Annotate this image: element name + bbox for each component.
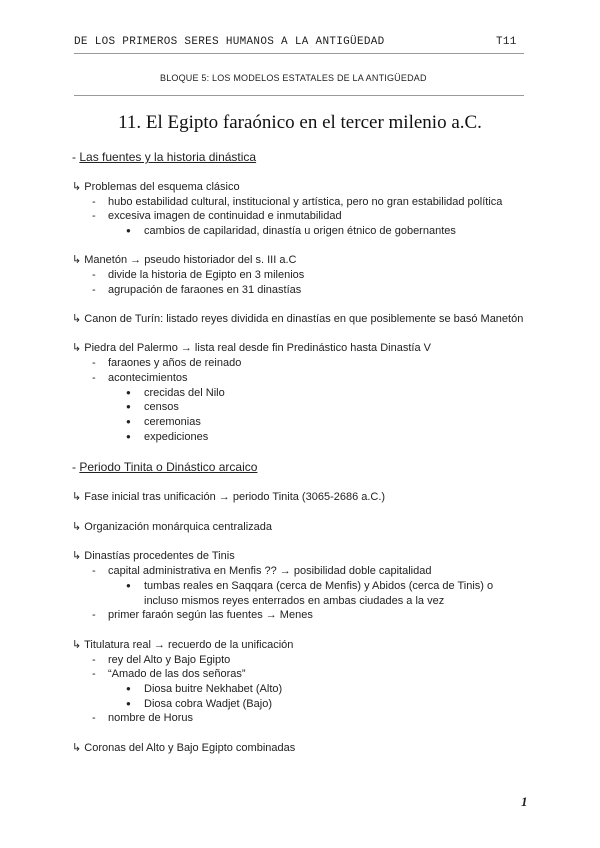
bullet-marker: ● <box>126 432 131 441</box>
section-dash: - <box>72 460 76 474</box>
dash-marker: - <box>92 609 96 621</box>
header-rule-top <box>74 53 524 54</box>
list-item: rey del Alto y Bajo Egipto <box>108 654 231 666</box>
list-item: agrupación de faraones en 31 dinastías <box>108 284 302 296</box>
bullet-marker: ● <box>126 226 131 235</box>
list-item: ↳ Dinastías procedentes de Tinis <box>72 550 235 562</box>
bullet-marker: ● <box>126 402 131 411</box>
list-item: nombre de Horus <box>108 712 193 724</box>
list-item: acontecimientos <box>108 372 188 384</box>
list-item: ↳ Canon de Turín: listado reyes dividida en dinastías en que posiblemente se basó Manetón <box>72 313 524 325</box>
bullet-marker: ● <box>126 699 131 708</box>
header-title: DE LOS PRIMEROS SERES HUMANOS A LA ANTIGÜEDAD <box>74 36 385 48</box>
dash-marker: - <box>92 269 96 281</box>
list-item: ↳ Problemas del esquema clásico <box>72 181 240 193</box>
list-item: ↳ Piedra del Palermo → lista real desde fin Predinástico hasta Dinastía V <box>72 342 431 354</box>
list-item: ↳ Fase inicial tras unificación → periodo Tinita (3065-2686 a.C.) <box>72 491 386 503</box>
section-heading-text: Periodo Tinita o Dinástico arcaico <box>79 460 258 474</box>
block-subtitle: BLOQUE 5: LOS MODELOS ESTATALES DE LA ANTIGÜEDAD <box>160 73 427 83</box>
list-item: primer faraón según las fuentes → Menes <box>108 609 313 621</box>
bullet-marker: ● <box>126 388 131 397</box>
dash-marker: - <box>92 284 96 296</box>
list-item: ↳ Titulatura real → recuerdo de la unificación <box>72 639 294 651</box>
dash-marker: - <box>92 565 96 577</box>
list-item: tumbas reales en Saqqara (cerca de Menfis) y Abidos (cerca de Tinis) o <box>144 580 494 592</box>
list-item: faraones y años de reinado <box>108 357 242 369</box>
page-title: 11. El Egipto faraónico en el tercer milenio a.C. <box>118 112 482 133</box>
list-item: “Amado de las dos señoras” <box>108 668 246 680</box>
list-item: ceremonias <box>144 416 201 428</box>
list-item: ↳ Manetón → pseudo historiador del s. III a.C <box>72 254 297 266</box>
list-item: Diosa cobra Wadjet (Bajo) <box>144 698 272 710</box>
section-heading-tinita <box>72 460 257 475</box>
header-rule-bottom <box>74 95 524 96</box>
bullet-marker: ● <box>126 417 131 426</box>
list-item: ↳ Organización monárquica centralizada <box>72 521 272 533</box>
dash-marker: - <box>92 372 96 384</box>
bullet-marker: ● <box>126 581 131 590</box>
list-item: incluso mismos reyes enterrados en ambas ciudades a la vez <box>144 595 445 607</box>
section-dash: - <box>72 150 76 164</box>
dash-marker: - <box>92 210 96 222</box>
section-heading-text: Las fuentes y la historia dinástica <box>79 150 257 164</box>
header-code: T11 <box>496 36 517 48</box>
list-item: capital administrativa en Menfis ?? → posibilidad doble capitalidad <box>108 565 432 577</box>
list-item: censos <box>144 401 179 413</box>
dash-marker: - <box>92 712 96 724</box>
list-item: hubo estabilidad cultural, institucional y artística, pero no gran estabilidad política <box>108 196 503 208</box>
list-item: excesiva imagen de continuidad e inmutabilidad <box>108 210 342 222</box>
list-item: crecidas del Nilo <box>144 387 225 399</box>
dash-marker: - <box>92 654 96 666</box>
list-item: expediciones <box>144 431 209 443</box>
dash-marker: - <box>92 357 96 369</box>
list-item: Diosa buitre Nekhabet (Alto) <box>144 683 283 695</box>
dash-marker: - <box>92 668 96 680</box>
list-item: divide la historia de Egipto en 3 milenios <box>108 269 305 281</box>
bullet-marker: ● <box>126 684 131 693</box>
list-item: cambios de capilaridad, dinastía u origen étnico de gobernantes <box>144 225 456 237</box>
list-item: ↳ Coronas del Alto y Bajo Egipto combinadas <box>72 742 296 754</box>
dash-marker: - <box>92 196 96 208</box>
section-heading-fuentes <box>72 150 256 165</box>
page-number: 1 <box>521 794 528 809</box>
